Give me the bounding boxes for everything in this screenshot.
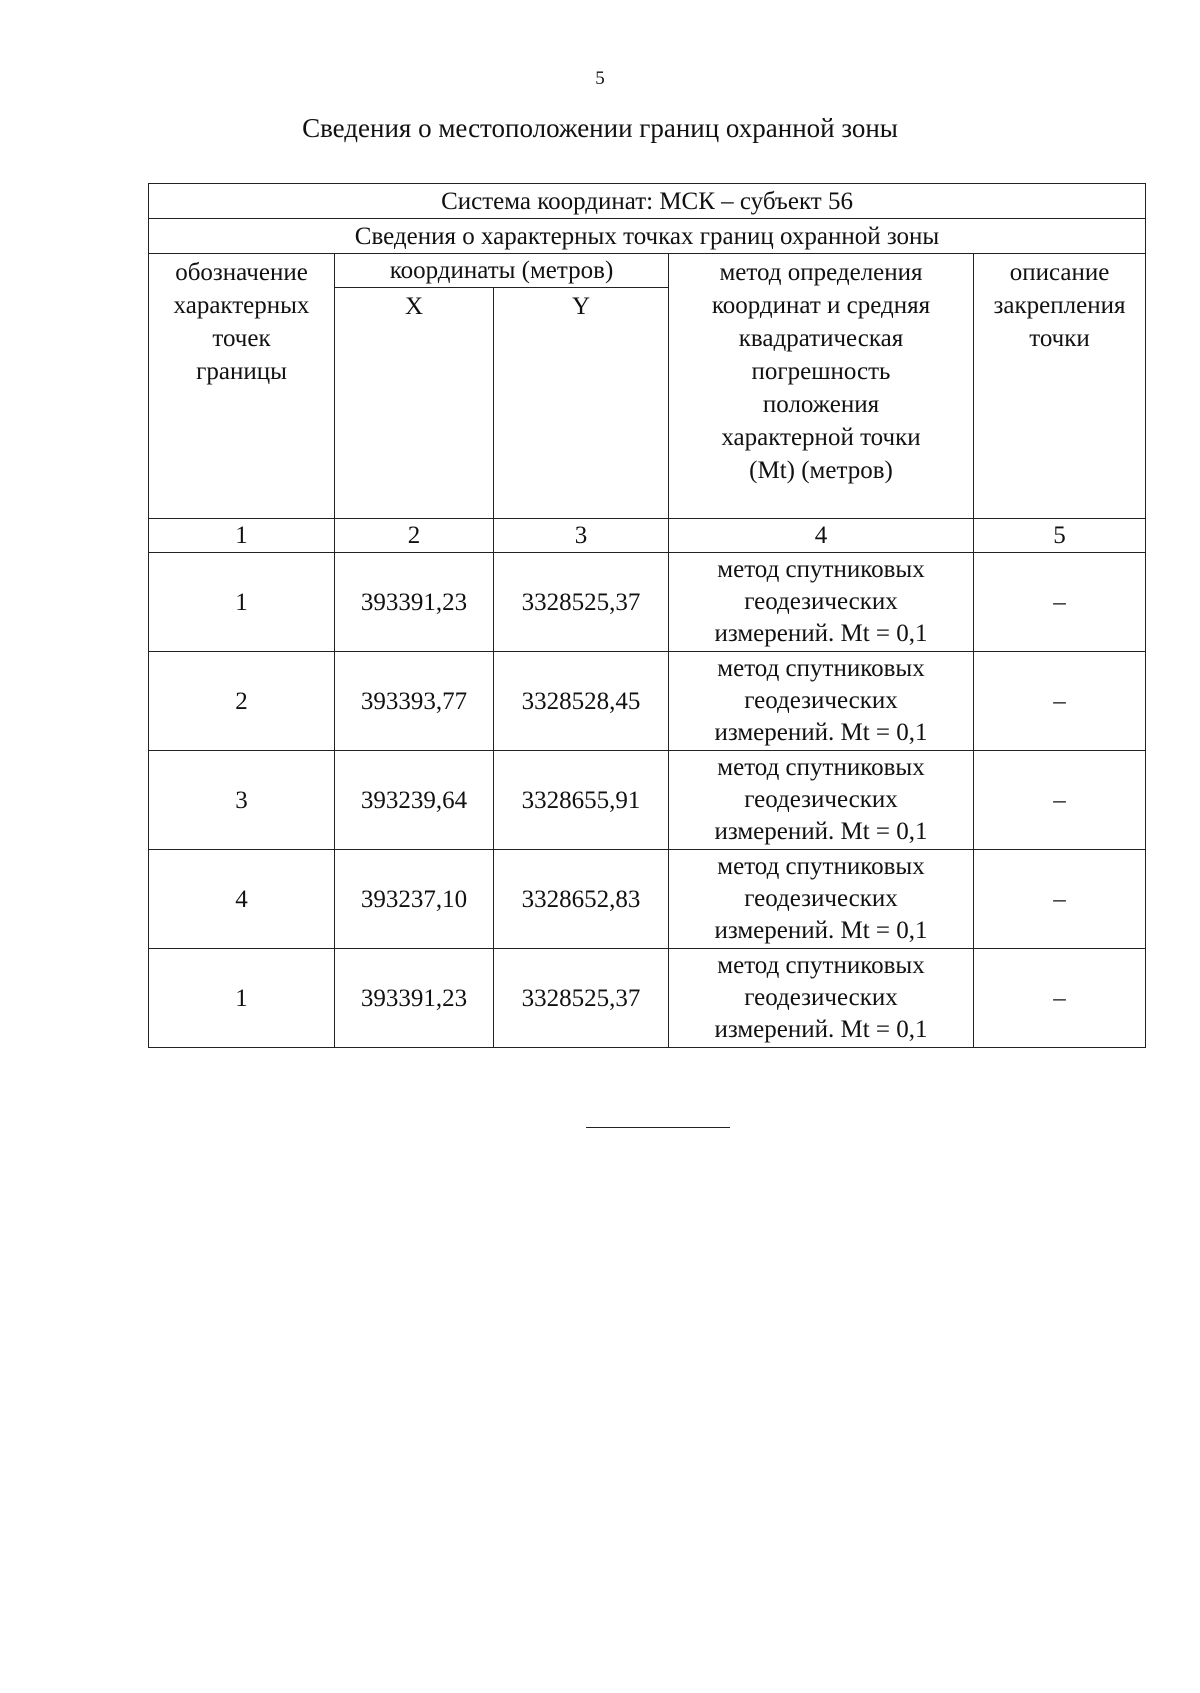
page-number: 5 xyxy=(595,68,605,89)
section-title-cell: Сведения о характерных точках границ охранной зоны xyxy=(149,219,1146,254)
header-line: квадратическая xyxy=(738,325,904,352)
method-line: метод спутниковых xyxy=(717,655,925,682)
method-line: метод спутниковых xyxy=(717,952,925,979)
y-cell: 3328525,37 xyxy=(494,949,669,1048)
section-title-row xyxy=(149,219,1146,254)
y-cell: 3328525,37 xyxy=(494,553,669,652)
y-cell: 3328655,91 xyxy=(494,751,669,850)
column-number: 3 xyxy=(494,519,669,553)
method-cell xyxy=(669,949,974,1048)
method-line: геодезических xyxy=(744,786,898,813)
x-cell: 393239,64 xyxy=(335,751,494,850)
table-row xyxy=(149,850,1146,949)
method-line: метод спутниковых xyxy=(717,556,925,583)
end-of-document-rule xyxy=(586,1127,730,1128)
point-cell: 1 xyxy=(149,949,335,1048)
fixing-cell: – xyxy=(974,850,1146,949)
method-line: геодезических xyxy=(744,588,898,615)
method-line: измерений. Mt = 0,1 xyxy=(714,620,928,647)
header-line: метод определения xyxy=(719,259,923,286)
column-number: 2 xyxy=(335,519,494,553)
y-cell: 3328652,83 xyxy=(494,850,669,949)
header-line: границы xyxy=(196,358,287,385)
boundary-points-table xyxy=(148,183,1146,1048)
method-line: метод спутниковых xyxy=(717,754,925,781)
point-cell: 3 xyxy=(149,751,335,850)
header-line: (Mt) (метров) xyxy=(749,457,893,484)
header-line: описание xyxy=(1009,259,1110,286)
method-line: измерений. Mt = 0,1 xyxy=(714,818,928,845)
table-row xyxy=(149,751,1146,850)
method-line: измерений. Mt = 0,1 xyxy=(714,719,928,746)
header-coordinates: координаты (метров) xyxy=(335,254,669,288)
x-cell: 393393,77 xyxy=(335,652,494,751)
y-cell: 3328528,45 xyxy=(494,652,669,751)
header-line: характерной точки xyxy=(721,424,921,451)
header-line: обозначение xyxy=(175,259,308,286)
column-number: 1 xyxy=(149,519,335,553)
coordinate-system-row xyxy=(149,184,1146,219)
column-numbers-row xyxy=(149,519,1146,553)
header-method xyxy=(669,254,974,519)
method-line: измерений. Mt = 0,1 xyxy=(714,1016,928,1043)
header-point-designation xyxy=(149,254,335,519)
header-line: координат и средняя xyxy=(711,292,931,319)
fixing-cell: – xyxy=(974,553,1146,652)
fixing-cell: – xyxy=(974,949,1146,1048)
method-line: геодезических xyxy=(744,885,898,912)
method-cell xyxy=(669,652,974,751)
method-cell xyxy=(669,751,974,850)
table-row xyxy=(149,949,1146,1048)
method-line: метод спутниковых xyxy=(717,853,925,880)
table-row xyxy=(149,652,1146,751)
x-cell: 393391,23 xyxy=(335,949,494,1048)
point-cell: 4 xyxy=(149,850,335,949)
header-y: Y xyxy=(494,288,669,519)
table-row xyxy=(149,553,1146,652)
header-line: положения xyxy=(762,391,880,418)
x-cell: 393391,23 xyxy=(335,553,494,652)
header-line: точек xyxy=(212,325,271,352)
header-row xyxy=(149,254,1146,288)
fixing-cell: – xyxy=(974,751,1146,850)
header-fixing-description xyxy=(974,254,1146,519)
header-x: X xyxy=(335,288,494,519)
method-cell xyxy=(669,850,974,949)
column-number: 4 xyxy=(669,519,974,553)
header-line: закрепления xyxy=(993,292,1126,319)
point-cell: 1 xyxy=(149,553,335,652)
method-cell xyxy=(669,553,974,652)
method-line: геодезических xyxy=(744,687,898,714)
coordinate-system-cell: Система координат: МСК – субъект 56 xyxy=(149,184,1146,219)
point-cell: 2 xyxy=(149,652,335,751)
header-line: характерных xyxy=(173,292,310,319)
x-cell: 393237,10 xyxy=(335,850,494,949)
header-line: погрешность xyxy=(751,358,891,385)
header-line: точки xyxy=(1029,325,1090,352)
fixing-cell: – xyxy=(974,652,1146,751)
page-title: Сведения о местоположении границ охранной зоны xyxy=(302,113,898,143)
column-number: 5 xyxy=(974,519,1146,553)
method-line: измерений. Mt = 0,1 xyxy=(714,917,928,944)
method-line: геодезических xyxy=(744,984,898,1011)
